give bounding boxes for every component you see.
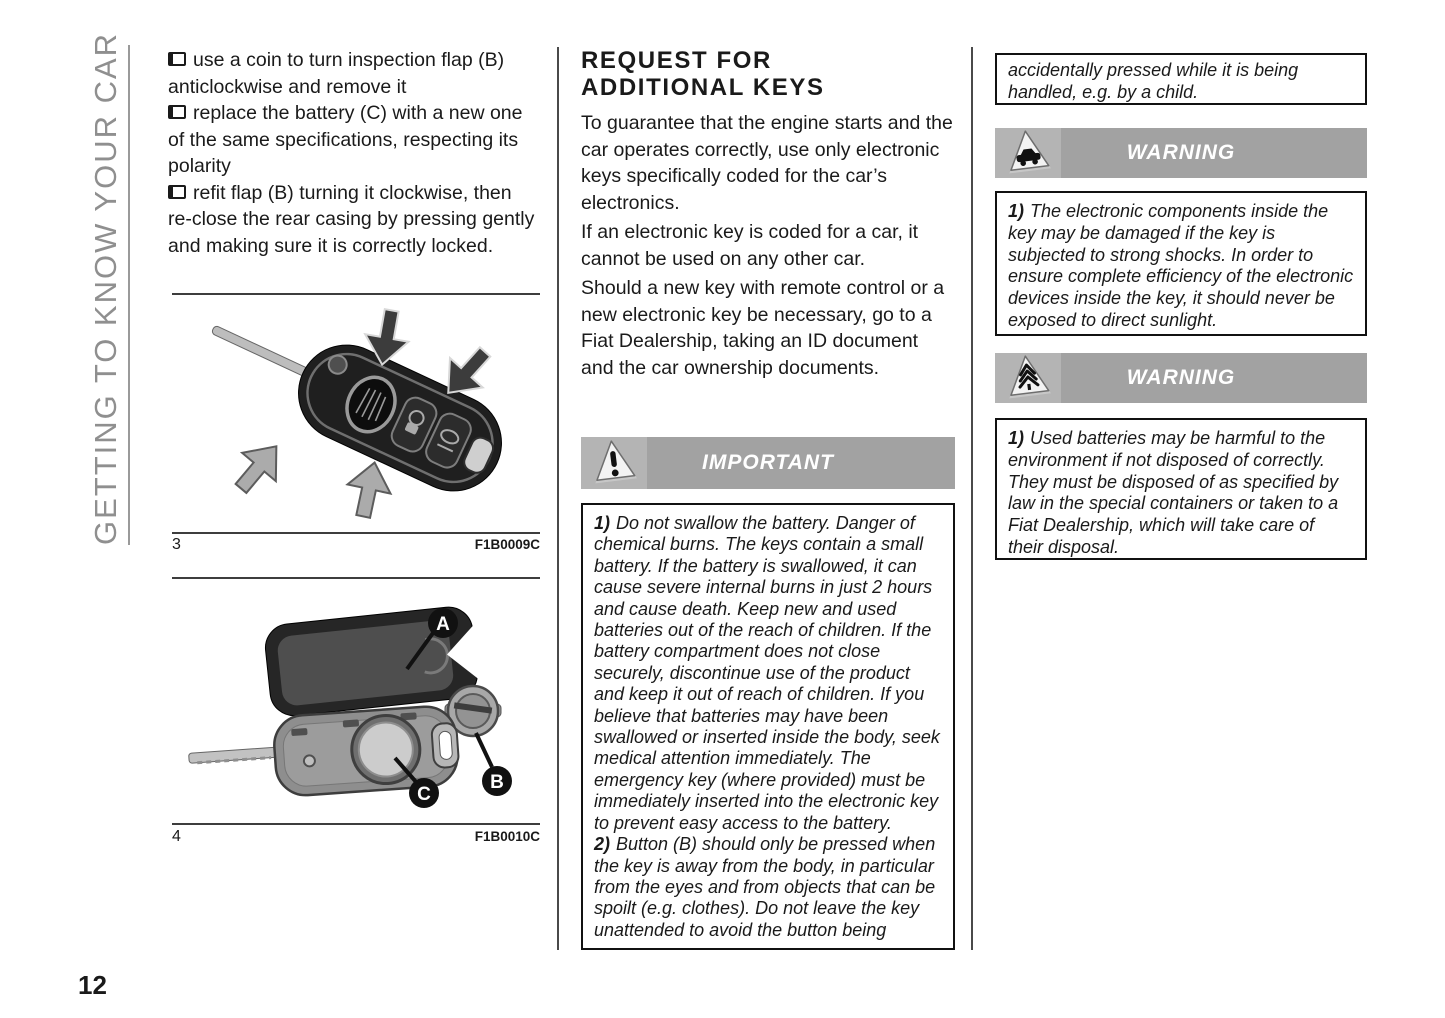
left-column: [168, 47, 540, 259]
square-bullet-icon: [168, 105, 186, 119]
important-item: 1) Do not swallow the battery. Danger of chemical burns. The keys contain a small battery. If the battery is swallowed, it can cause severe internal burns in just 2 hours and cause death. Keep new and used batteries out of the reach of children. If the battery compartment does not close securely, discontinue use of the product and keep it out of reach of children. If you believe that batteries may have been swallowed or inserted inside the body, seek medical attention immediately. The emergency key (where provided) must be immediately inserted into the electronic key to prevent easy access to the battery.: [594, 513, 940, 833]
figure-label-b: B: [490, 772, 504, 793]
figure4-top-rule: [172, 577, 540, 579]
important-item: 2) Button (B) should only be pressed when the key is away from the body, in particular from the eyes and from objects that can be spoilt (e.g. clothes). Do not leave the key unattended to avoid the button being: [594, 834, 936, 940]
bullet-item: [168, 180, 540, 260]
figure3-caption: [172, 536, 540, 554]
paragraph: To guarantee that the engine starts and the car operates correctly, use only electronic keys specifically coded for the car’s electronics.: [581, 112, 953, 214]
figure-code: F1B0009C: [474, 537, 540, 552]
warning-note-box-1: 1) The electronic components inside the key may be damaged if the key is subjected to strong shocks. In order to ensure complete efficiency of the electronic devices inside the key, it should never be exposed to direct sunlight.: [995, 191, 1367, 336]
paragraph: If an electronic key is coded for a car, it cannot be used on any other car.: [581, 221, 919, 270]
bullet-text: refit flap (B) turning it clockwise, then re-close the rear casing by pressing gently and making sure it is correctly locked.: [168, 181, 535, 257]
paragraph: Should a new key with remote control or a new electronic key be necessary, go to a Fiat Dealership, taking an ID document and the car ownership documents.: [581, 277, 945, 379]
figure3-top-rule: [172, 293, 540, 295]
important-banner-title: IMPORTANT: [702, 451, 834, 474]
figure-label-a: A: [436, 614, 450, 635]
warning-note-box-2: 1) Used batteries may be harmful to the environment if not disposed of correctly. They must be disposed of as specified by law in the special containers or taken to a Fiat Dealership, which will take care of their disposal.: [995, 418, 1367, 560]
figure-number: 3: [172, 536, 181, 553]
figure3-bottom-rule: [172, 532, 540, 534]
bullet-text: replace the battery (C) with a new one of the same specifications, respecting its polarity: [168, 102, 523, 177]
sidebar-rule: [128, 45, 130, 545]
important-banner: [581, 437, 955, 489]
section-heading: REQUEST FOR ADDITIONAL KEYS: [581, 47, 825, 101]
bullet-item: [168, 47, 540, 100]
warning-banner-title: WARNING: [1126, 366, 1236, 389]
square-bullet-icon: [168, 52, 186, 66]
column-separator: [971, 47, 973, 950]
figure4-key-battery-image: [175, 583, 540, 821]
bullet-item: [168, 100, 540, 180]
important-note-box: [581, 503, 955, 950]
figure4-bottom-rule: [172, 823, 540, 825]
figure-code: F1B0010C: [474, 829, 540, 844]
figure-number: 4: [172, 828, 181, 845]
sidebar-section-title: GETTING TO KNOW YOUR CAR: [88, 31, 123, 545]
continuation-box: accidentally pressed while it is being handled, e.g. by a child.: [995, 53, 1367, 105]
figure3-key-with-arrows-image: [175, 300, 540, 528]
figure-label-c: C: [417, 784, 431, 805]
middle-column: [581, 47, 955, 384]
square-bullet-icon: [168, 185, 186, 199]
warning-banner-1: [995, 128, 1367, 178]
figure4-caption: [172, 828, 540, 846]
column-separator: [557, 47, 559, 950]
bullet-text: use a coin to turn inspection flap (B) anticlockwise and remove it: [168, 49, 505, 98]
page-number: 12: [78, 970, 107, 1000]
key-fob: [192, 287, 517, 507]
warning-banner-title: WARNING: [1126, 141, 1236, 164]
warning-banner-2: [995, 353, 1367, 403]
